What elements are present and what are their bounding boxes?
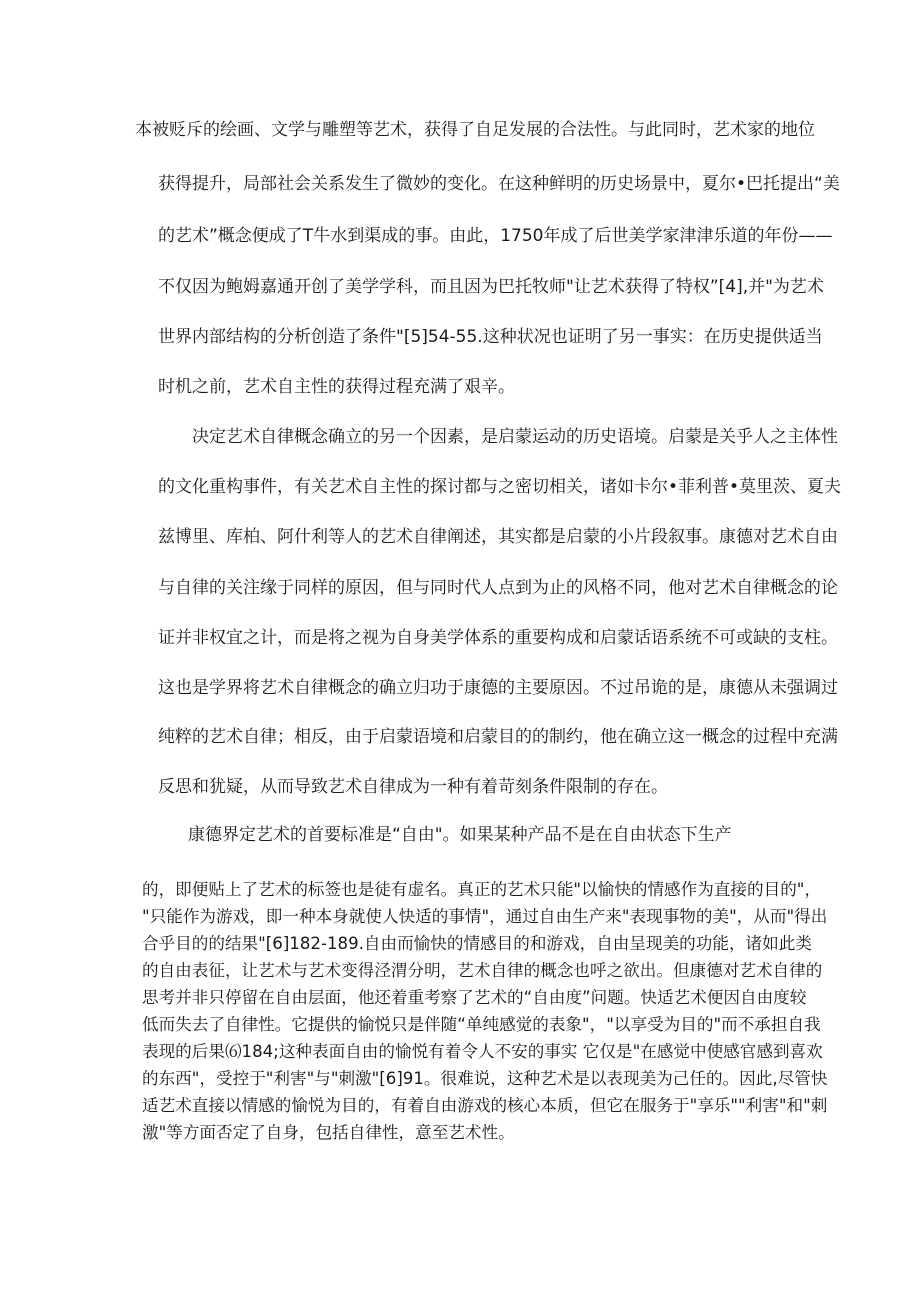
text-line: 的东西"，受控于"利害"与"刺激"[6]91。很难说，这种艺术是以表现美为己任的。因此,尽管快 (142, 1069, 828, 1088)
text-line: 不仅因为鲍姆嘉通开创了美学学科，而且因为巴托牧师"让艺术获得了特权”[4],并"为艺术 (158, 277, 824, 297)
text-line: 的，即便贴上了艺术的标签也是徒有虚名。真正的艺术只能"以愉快的情感作为直接的目的"， (142, 880, 822, 899)
text-line: 思考并非只停留在自由层面，他还着重考察了艺术的“自由度”问题。快适艺术便因自由度较 (142, 988, 807, 1007)
text-line: "只能作为游戏，即一种本身就使人快适的事情"，通过自由生产来"表现事物的美"，从而"得出 (142, 907, 828, 926)
text-line: 世界内部结构的分析创造了条件"[5]54-55.这种状况也证明了另一事实：在历史提供适当 (158, 327, 823, 347)
text-line: 这也是学界将艺术自律概念的确立归功于康德的主要原因。不过吊诡的是，康德从未强调过 (158, 678, 838, 698)
text-line: 纯粹的艺术自律；相反，由于启蒙语境和启蒙目的的制约，他在确立这一概念的过程中充满 (158, 727, 838, 747)
text-line: 反思和犹疑，从而导致艺术自律成为一种有着苛刻条件限制的存在。 (158, 777, 668, 797)
text-line: 本被贬斥的绘画、文学与雕塑等艺术，获得了自足发展的合法性。与此同时，艺术家的地位 (135, 120, 815, 140)
text-line: 与自律的关注缘于同样的原因，但与同时代人点到为止的风格不同，他对艺术自律概念的论 (158, 578, 838, 598)
text-line: 低而失去了自律性。它提供的愉悦只是伴随“单纯感觉的表象"，"以享受为目的"而不承担自我 (142, 1015, 821, 1034)
text-line: 的艺术”概念便成了T牛水到渠成的事。由此，1750年成了后世美学家津津乐道的年份—— (158, 226, 833, 246)
text-line: 时机之前，艺术自主性的获得过程充满了艰辛。 (158, 377, 515, 397)
text-line: 适艺术直接以情感的愉悦为目的，有着自由游戏的核心本质，但它在服务于"享乐""利害"和"刺 (142, 1096, 828, 1115)
text-line: 兹博里、库柏、阿什利等人的艺术自律阐述，其实都是启蒙的小片段叙事。康德对艺术自由 (158, 527, 838, 547)
text-line: 的文化重构事件，有关艺术自主性的探讨都与之密切相关，诸如卡尔•菲利普•莫里茨、夏夫 (158, 477, 842, 497)
text-line: 表现的后果⑹184;这种表面自由的愉悦有着令人不安的事实 它仅是"在感觉中使感官感到喜欢 (142, 1042, 823, 1061)
text-line: 获得提升，局部社会关系发生了微妙的变化。在这种鲜明的历史场景中，夏尔•巴托提出“美 (158, 174, 840, 194)
text-line: 证并非权宜之计，而是将之视为自身美学体系的重要构成和启蒙话语系统不可或缺的支柱。 (158, 628, 838, 648)
text-line: 决定艺术自律概念确立的另一个因素，是启蒙运动的历史语境。启蒙是关乎人之主体性 (192, 427, 838, 447)
text-line: 激"等方面否定了自身，包括自律性，意至艺术性。 (142, 1123, 515, 1142)
text-line: 的自由表征，让艺术与艺术变得泾渭分明，艺术自律的概念也呼之欲出。但康德对艺术自律的 (142, 961, 823, 980)
text-line: 康德界定艺术的首要标准是“自由"。如果某种产品不是在自由状态下生产 (188, 825, 732, 845)
text-line: 合乎目的的结果"[6]182-189.自由而愉快的情感目的和游戏，自由呈现美的功能，诸如此类 (142, 934, 812, 953)
